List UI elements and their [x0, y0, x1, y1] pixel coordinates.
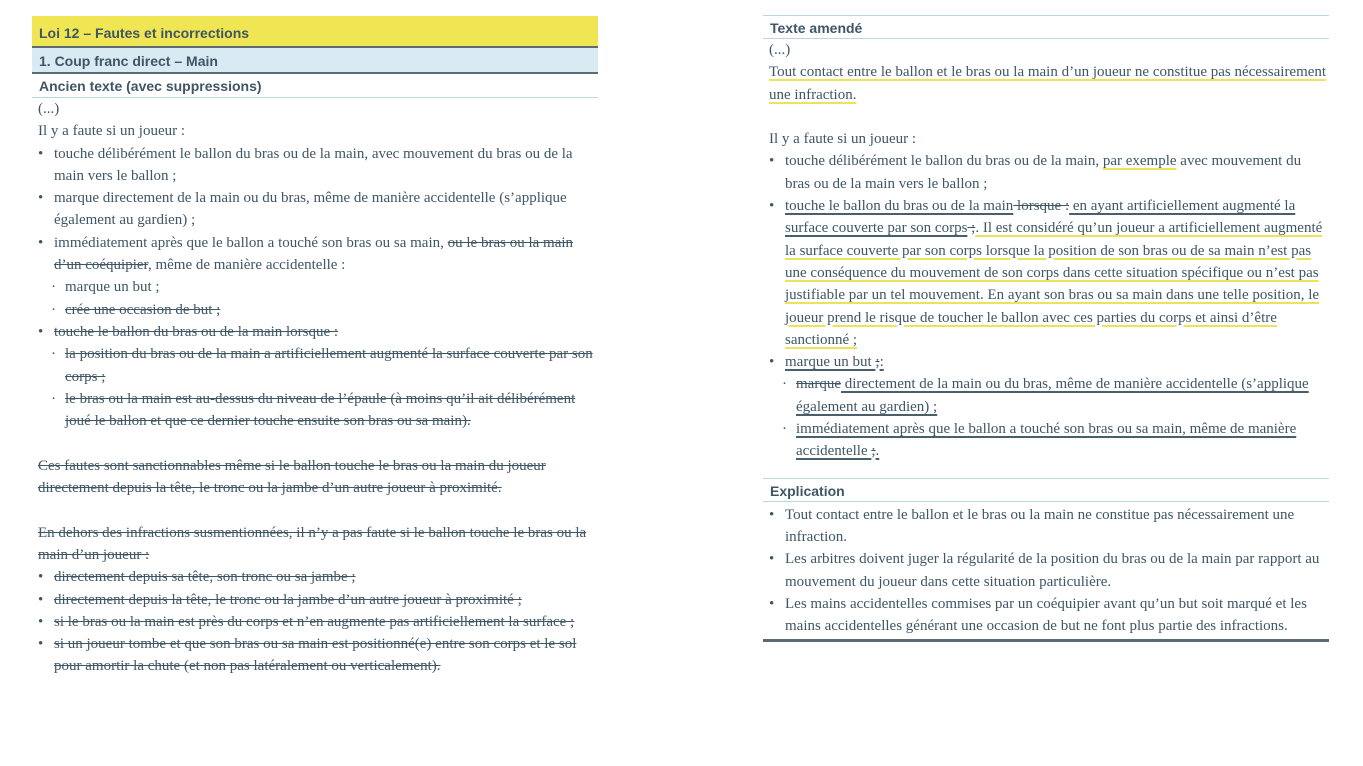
deleted-text: touche le ballon du bras ou de la main lorsque : — [54, 323, 339, 340]
text-segment: (...) — [769, 42, 791, 58]
explanation-body — [763, 502, 1329, 638]
text-segment: immédiatement après que le ballon a touché son bras ou sa main, — [54, 234, 448, 251]
bullet-item — [38, 589, 598, 611]
bullet-item — [769, 351, 1329, 373]
bullet-item — [38, 633, 598, 678]
deleted-text: si un joueur tombe et que son bras ou sa main est positionné(e) entre son corps et le sol pour amortir la chute (et non pas latéralement ou verticalement). — [54, 636, 577, 675]
sub-bullet-item — [769, 373, 1329, 418]
sub-bullet-item — [38, 276, 598, 298]
sub-bullet-item — [769, 418, 1329, 463]
moved-text: en ayant artificiellement augmenté la surface couverte par son corps — [785, 198, 1296, 237]
moved-text: marque un but — [785, 354, 876, 371]
spacer — [38, 432, 598, 454]
paragraph — [769, 39, 1329, 61]
text-segment: Il y a faute si un joueur : — [769, 131, 917, 148]
paragraph — [769, 61, 1329, 106]
deleted-text: le bras ou la main est au-dessus du niveau de l’épaule (à moins qu’il ait délibérément joué le ballon et que ce dernier touche ensuite son bras ou sa main). — [65, 390, 576, 430]
paragraph — [38, 455, 598, 500]
deleted-text: si le bras ou la main est près du corps et n’en augmente pas artificiellement la surface ; — [54, 613, 575, 630]
deleted-text: En dehors des infractions susmentionnées, il n’y a pas faute si le ballon touche le bras ou la main d’un joueur : — [38, 524, 587, 563]
text-segment: marque un but ; — [65, 279, 160, 296]
spacer — [38, 499, 598, 521]
inserted-text: par exemple — [1102, 153, 1177, 170]
deleted-text: directement depuis sa tête, son tronc ou sa jambe ; — [54, 569, 356, 586]
deleted-text: Ces fautes sont sanctionnables même si le ballon touche le bras ou la main du joueur directement depuis la tête, le tronc ou la jambe d’un autre joueur à proximité. — [38, 457, 546, 497]
text-segment: , même de manière accidentelle : — [147, 257, 346, 274]
deleted-text: crée une occasion de but ; — [65, 301, 221, 318]
paragraph — [38, 98, 598, 120]
bullet-item — [38, 566, 598, 588]
old-text-column — [32, 16, 598, 678]
bullet-item — [769, 195, 1329, 351]
sub-bullet-item — [38, 343, 598, 388]
text-segment: (...) — [38, 101, 60, 117]
bullet-item — [38, 232, 598, 277]
amended-text-body — [763, 39, 1329, 463]
text-segment: Les mains accidentelles commises par un coéquipier avant qu’un but soit marqué et les mains accidentelles générant une occasion de but ne font plus partie des infractions. — [785, 595, 1307, 635]
bullet-item — [769, 593, 1329, 638]
bullet-item — [38, 611, 598, 633]
deleted-text: directement depuis la tête, le tronc ou la jambe d’un autre joueur à proximité ; — [54, 591, 522, 608]
deleted-text: ou le bras ou la main d’un coéquipier — [54, 234, 574, 274]
text-segment: avec mouvement du bras ou de la main vers le ballon ; — [785, 153, 1302, 192]
text-segment: Il y a faute si un joueur : — [38, 123, 186, 140]
old-text-heading: Ancien texte (avec suppressions) — [32, 74, 598, 98]
bullet-item — [769, 150, 1329, 195]
bullet-item — [38, 321, 598, 343]
deleted-text: ; — [967, 220, 976, 237]
inserted-text: Tout contact entre le ballon et le bras ou la main d’un joueur ne constitue pas nécessairement une infraction. — [769, 64, 1327, 103]
sub-bullet-item — [38, 388, 598, 433]
text-segment: Tout contact entre le ballon et le bras ou la main ne constitue pas nécessairement une infraction. — [785, 506, 1295, 545]
text-segment: marque directement de la main ou du bras, même de manière accidentelle (s’applique également au gardien) ; — [54, 190, 567, 229]
deleted-text: ; — [871, 443, 876, 460]
moved-text: directement de la main ou du bras, même de manière accidentelle (s’applique également au gardien) ; — [796, 376, 1309, 415]
deleted-text: marque — [796, 376, 841, 393]
moved-text: touche le ballon du bras ou de la main — [785, 198, 1014, 215]
law-title: Loi 12 – Fautes et incorrections — [32, 16, 598, 48]
paragraph — [38, 522, 598, 567]
paragraph — [769, 128, 1329, 150]
inserted-text: . Il est considéré qu’un joueur a artificiellement augmenté la surface couverte par son corps lorsque la position de son bras ou de sa main n’est pas une conséquence du mouvement de son corps dans cette situation spécifique ou n’est pas justifiable par un tel mouvement. En ayant son bras ou sa main dans une telle position, le joueur prend le risque de toucher le ballon avec ces parties du corps et ainsi d’être sanctionné ; — [785, 220, 1323, 348]
amended-text-heading: Texte amendé — [763, 15, 1329, 39]
text-segment: Les arbitres doivent juger la régularité de la position du bras ou de la main par rapport au mouvement du joueur dans cette situation particulière. — [785, 551, 1320, 590]
amended-text-column — [763, 15, 1329, 642]
text-segment: touche délibérément le ballon du bras ou de la main, avec mouvement du bras ou de la main vers le ballon ; — [54, 145, 573, 184]
bullet-item — [769, 548, 1329, 593]
spacer — [769, 106, 1329, 128]
moved-text: : — [879, 354, 884, 371]
bullet-item — [769, 504, 1329, 549]
section-title: 1. Coup franc direct – Main — [32, 48, 598, 74]
deleted-text: la position du bras ou de la main a artificiellement augmenté la surface couverte par son corps ; — [65, 346, 593, 385]
paragraph — [38, 120, 598, 142]
old-text-body — [32, 98, 598, 678]
bullet-item — [38, 187, 598, 232]
moved-text: immédiatement après que le ballon a touché son bras ou sa main, même de manière accidentelle — [796, 421, 1297, 460]
deleted-text: lorsque : — [1013, 198, 1070, 215]
explanation-heading: Explication — [763, 478, 1329, 502]
text-segment: touche délibérément le ballon du bras ou de la main, — [785, 153, 1103, 170]
deleted-text: ; — [875, 354, 880, 371]
end-rule — [763, 639, 1329, 642]
moved-text: . — [875, 443, 880, 460]
sub-bullet-item — [38, 299, 598, 321]
bullet-item — [38, 143, 598, 188]
